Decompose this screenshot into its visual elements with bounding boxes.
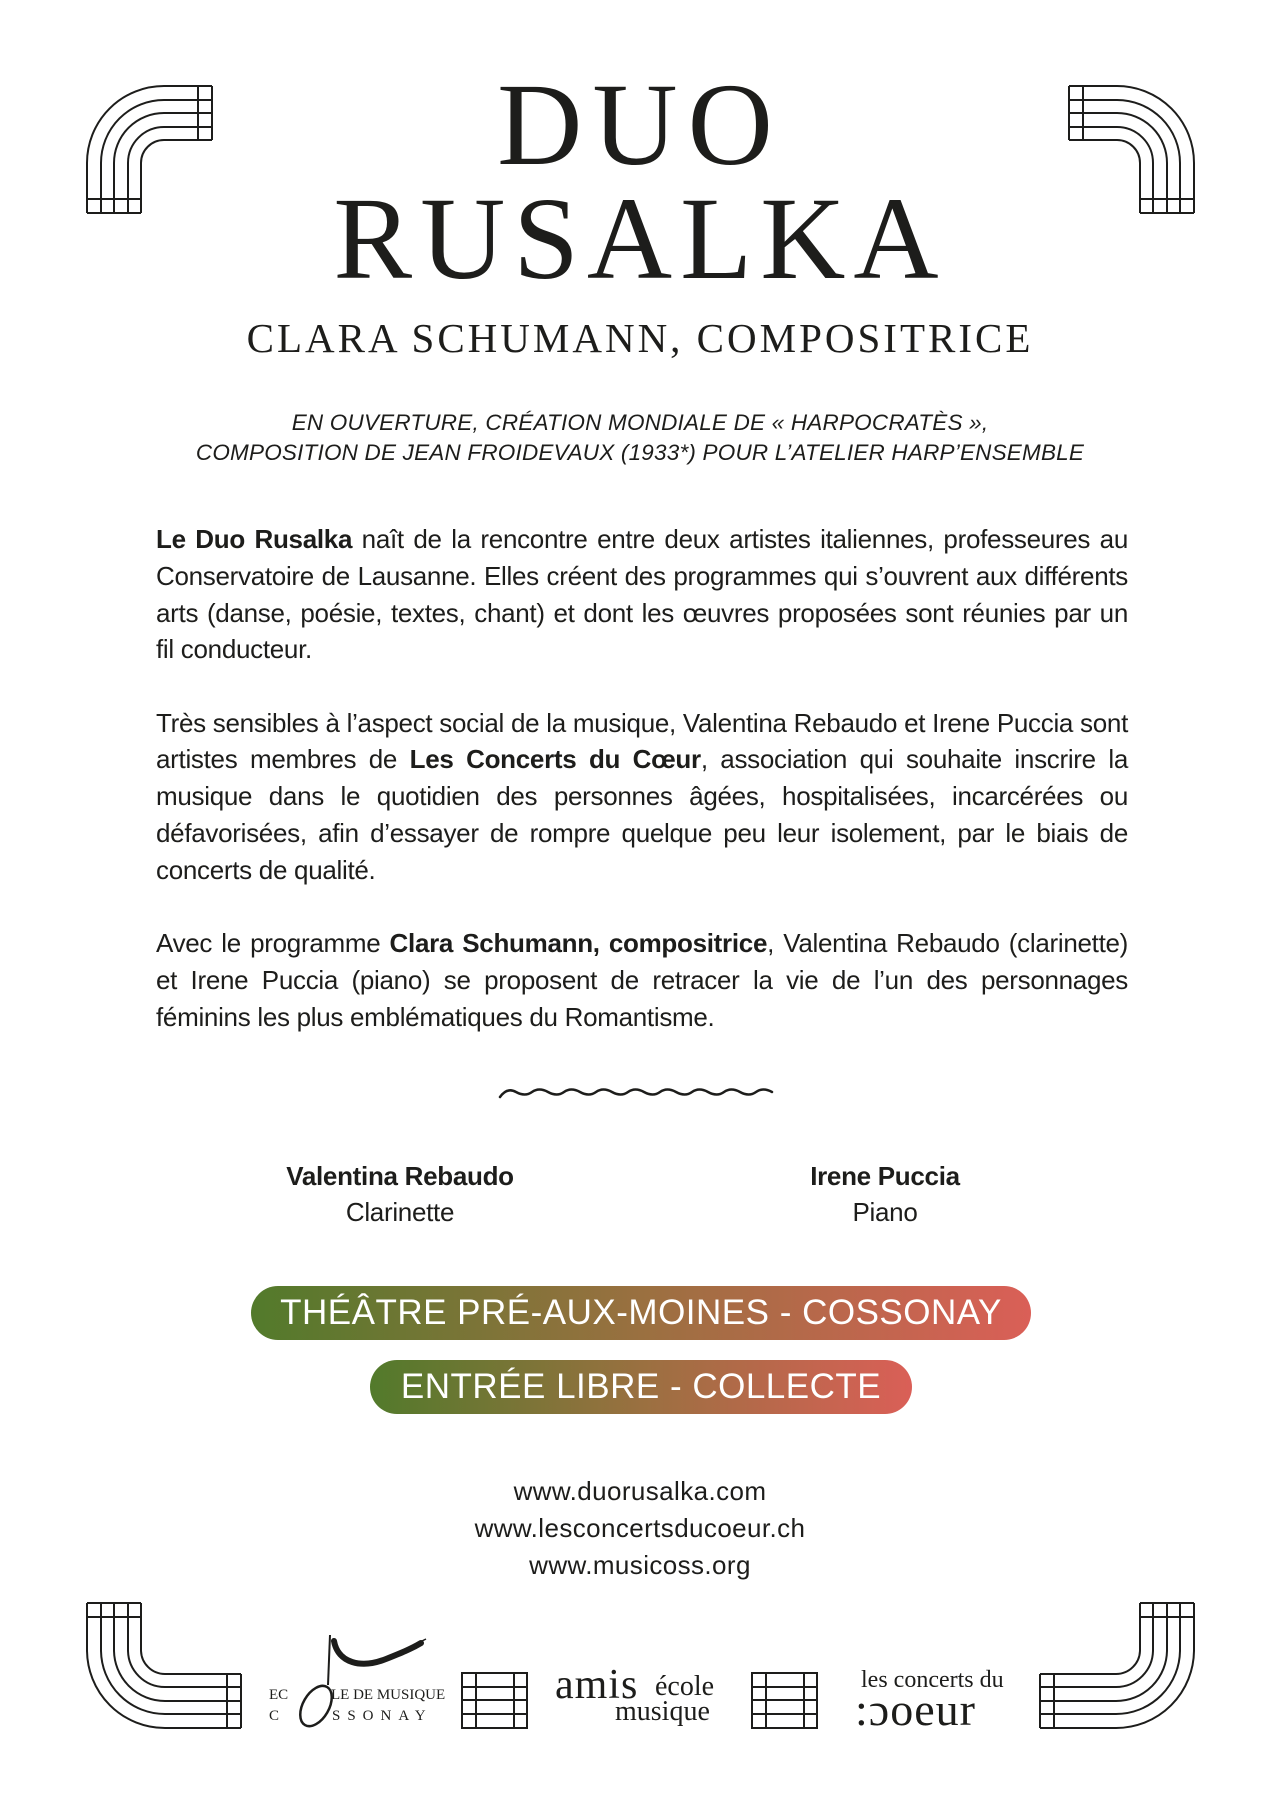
performer-name: Valentina Rebaudo xyxy=(286,1161,514,1191)
amis-musique-word: musique xyxy=(615,1696,710,1727)
paragraph-program-text-a: Avec le programme xyxy=(156,928,390,959)
premiere-note xyxy=(0,408,1280,468)
ecole-line2-b: SSONAY xyxy=(332,1708,433,1724)
title-rusalka: RUSALKA xyxy=(333,173,947,304)
staff-segment-right-icon xyxy=(751,1672,819,1730)
performer-role: Piano xyxy=(852,1197,918,1227)
coeur-top-text: les concerts du xyxy=(861,1667,1004,1693)
premiere-line-1: EN OUVERTURE, CRÉATION MONDIALE DE « HARPOCRATÈS », xyxy=(291,410,989,435)
ecole-musique-cossonay-logo xyxy=(266,1633,446,1733)
paragraph-program-text-b: , Valentina Rebaudo (clarinette) et Irene Puccia (piano) se proposent de retracer la vie de l’un des personnages féminins les plus emblématiques du Romantisme. xyxy=(156,928,1129,1032)
performer-name: Irene Puccia xyxy=(810,1161,960,1191)
staff-ornament-bottom-left-icon xyxy=(86,1602,244,1730)
performer-role: Clarinette xyxy=(345,1197,455,1227)
amis-word: amis xyxy=(555,1662,639,1708)
description-body xyxy=(156,521,1128,1072)
entry-badge: ENTRÉE LIBRE - COLLECTE xyxy=(370,1360,912,1414)
ecole-line1-b: LE DE MUSIQUE xyxy=(331,1687,446,1703)
amis-ecole-musique-logo xyxy=(555,1663,730,1733)
link-concerts-du-coeur[interactable]: www.lesconcertsducoeur.ch xyxy=(474,1513,806,1543)
paragraph-program xyxy=(156,925,1128,1035)
venue-badge: THÉÂTRE PRÉ-AUX-MOINES - COSSONAY xyxy=(251,1286,1031,1340)
link-duorusalka[interactable]: www.duorusalka.com xyxy=(513,1476,767,1506)
ecole-line1-a: EC xyxy=(269,1687,289,1703)
link-musicoss[interactable]: www.musicoss.org xyxy=(529,1550,751,1580)
amis-ecole-word: école xyxy=(655,1671,715,1702)
paragraph-intro xyxy=(156,521,1128,668)
paragraph-social-text-b: , association qui souhaite inscrire la musique dans le quotidien des personnes âgées, hospitalisées, incarcérées ou défavorisées, afin d’essayer de rompre quelque peu leur isolement, par le biais de concerts de qualité. xyxy=(156,744,1129,885)
paragraph-social-text-a: Très sensibles à l’aspect social de la musique, Valentina Rebaudo et Irene Puccia sont artistes membres de xyxy=(156,707,1128,775)
wave-divider-icon xyxy=(498,1085,784,1107)
bold-association-name: Les Concerts du Cœur xyxy=(409,744,701,775)
bold-duo-name: Le Duo Rusalka xyxy=(156,524,353,554)
website-links xyxy=(0,1473,1280,1584)
bold-program-name: Clara Schumann, compositrice xyxy=(389,928,768,959)
concerts-du-coeur-logo xyxy=(855,1667,1015,1737)
performer-irene xyxy=(705,1158,1065,1230)
performer-valentina xyxy=(220,1158,580,1230)
coeur-bottom-text: :ɔoeur xyxy=(855,1684,976,1735)
program-subtitle: CLARA SCHUMANN, COMPOSITRICE xyxy=(246,315,1034,361)
paragraph-intro-text: naît de la rencontre entre deux artistes italiennes, professeures au Conservatoire de Lausanne. Elles créent des programmes qui s’ouvrent aux différents arts (danse, poésie, textes, chant) et dont les œuvres proposées sont réunies par un fil conducteur. xyxy=(156,524,1128,665)
title-duo: DUO xyxy=(497,59,783,190)
staff-segment-left-icon xyxy=(461,1672,529,1730)
staff-ornament-bottom-right-icon xyxy=(1037,1602,1195,1730)
premiere-line-2: COMPOSITION DE JEAN FROIDEVAUX (1933*) POUR L’ATELIER HARP’ENSEMBLE xyxy=(195,440,1085,465)
paragraph-social xyxy=(156,705,1128,889)
ecole-line2-a: C xyxy=(269,1708,280,1724)
